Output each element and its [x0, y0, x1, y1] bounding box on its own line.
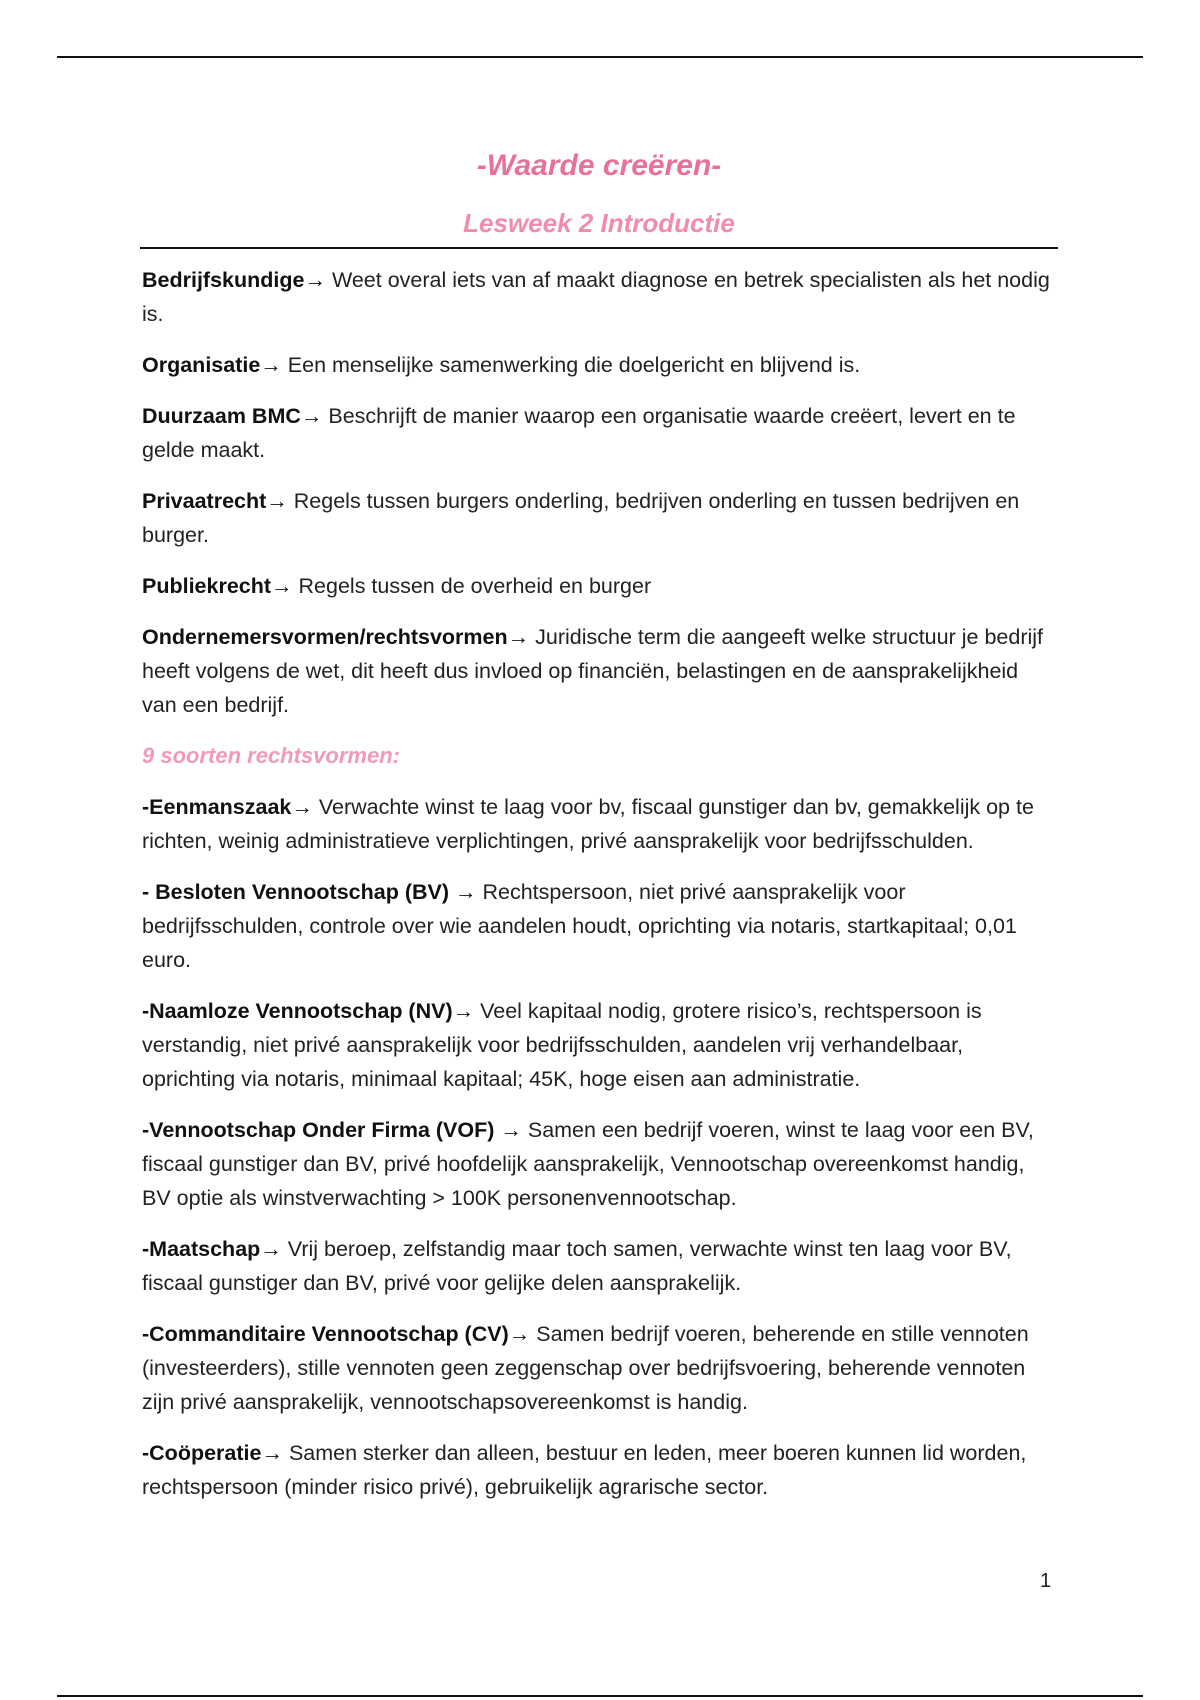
definition-text: Regels tussen de overheid en burger — [292, 573, 652, 598]
definition-term: Ondernemersvormen/rechtsvormen→ — [142, 624, 530, 649]
document-body — [142, 138, 1056, 1521]
definition-term: Bedrijfskundige→ — [142, 267, 326, 292]
definition-item — [142, 399, 1056, 467]
legal-form-term: -Naamloze Vennootschap (NV)→ — [142, 998, 475, 1023]
definition-term: Duurzaam BMC→ — [142, 403, 323, 428]
legal-form-text: Vrij beroep, zelfstandig maar toch samen, verwachte winst ten laag voor BV, fiscaal gunstiger dan BV, privé voor gelijke delen aansprakelijk. — [142, 1236, 1012, 1295]
legal-form-term: -Eenmanszaak→ — [142, 794, 313, 819]
section-heading: 9 soorten rechtsvormen: — [142, 742, 400, 768]
subtitle-rule — [140, 247, 1058, 249]
legal-form-item — [142, 875, 1056, 977]
definition-text: Een menselijke samenwerking die doelgericht en blijvend is. — [281, 352, 861, 377]
definition-item — [142, 569, 1056, 603]
definitions-list — [142, 263, 1056, 1504]
definition-item — [142, 263, 1056, 331]
legal-form-item — [142, 994, 1056, 1096]
legal-form-item — [142, 1113, 1056, 1215]
definition-text: Juridische term die aangeeft welke structuur je bedrijf heeft volgens de wet, dit heeft dus invloed op financiën, belastingen en de aansprakelijkheid van een bedrijf. — [142, 624, 1043, 717]
legal-form-term: -Maatschap→ — [142, 1236, 282, 1261]
legal-form-term: -Vennootschap Onder Firma (VOF) → — [142, 1117, 522, 1142]
legal-form-text: Samen een bedrijf voeren, winst te laag voor een BV, fiscaal gunstiger dan BV, privé hoofdelijk aansprakelijk, Vennootschap overeenkomst handig, BV optie als winstverwachting > 100K personenvennootschap. — [142, 1117, 1034, 1210]
legal-form-item — [142, 1232, 1056, 1300]
legal-form-item — [142, 790, 1056, 858]
definition-text: Beschrijft de manier waarop een organisatie waarde creëert, levert en te gelde maakt. — [142, 403, 1016, 462]
definition-item — [142, 620, 1056, 722]
legal-form-text: Rechtspersoon, niet privé aansprakelijk voor bedrijfsschulden, controle over wie aandelen houdt, oprichting via notaris, startkapitaal; 0,01 euro. — [142, 879, 1017, 972]
legal-form-item — [142, 1317, 1056, 1419]
page-number: 1 — [1040, 1570, 1052, 1592]
legal-form-term: - Besloten Vennootschap (BV) → — [142, 879, 477, 904]
footer-rule — [57, 1695, 1143, 1697]
document-title: -Waarde creëren- — [476, 149, 722, 182]
document-subtitle: Lesweek 2 Introductie — [463, 208, 735, 238]
definition-item — [142, 348, 1056, 382]
legal-form-term: -Commanditaire Vennootschap (CV)→ — [142, 1321, 531, 1346]
definition-text: Regels tussen burgers onderling, bedrijven onderling en tussen bedrijven en burger. — [142, 488, 1020, 547]
legal-form-text: Veel kapitaal nodig, grotere risico’s, rechtspersoon is verstandig, niet privé aansprakelijk voor bedrijfsschulden, aandelen vrij verhandelbaar, oprichting via notaris, minimaal kapitaal; 45K, hoge eisen aan administratie. — [142, 998, 982, 1091]
legal-form-text: Verwachte winst te laag voor bv, fiscaal gunstiger dan bv, gemakkelijk op te richten, weinig administratieve verplichtingen, privé aansprakelijk voor bedrijfsschulden. — [142, 794, 1034, 853]
legal-form-text: Samen bedrijf voeren, beherende en stille vennoten (investeerders), stille vennoten geen zeggenschap over bedrijfsvoering, beherende vennoten zijn privé aansprakelijk, vennootschapsovereenkomst is handig. — [142, 1321, 1029, 1414]
legal-form-term: -Coöperatie→ — [142, 1440, 283, 1465]
definition-text: Weet overal iets van af maakt diagnose en betrek specialisten als het nodig is. — [142, 267, 1050, 326]
legal-form-text: Samen sterker dan alleen, bestuur en leden, meer boeren kunnen lid worden, rechtspersoon (minder risico privé), gebruikelijk agrarische sector. — [142, 1440, 1027, 1499]
definition-item — [142, 484, 1056, 552]
definition-term: Organisatie→ — [142, 352, 282, 377]
legal-form-item — [142, 1436, 1056, 1504]
header-rule — [57, 56, 1143, 58]
definition-term: Privaatrecht→ — [142, 488, 288, 513]
definition-term: Publiekrecht→ — [142, 573, 293, 598]
